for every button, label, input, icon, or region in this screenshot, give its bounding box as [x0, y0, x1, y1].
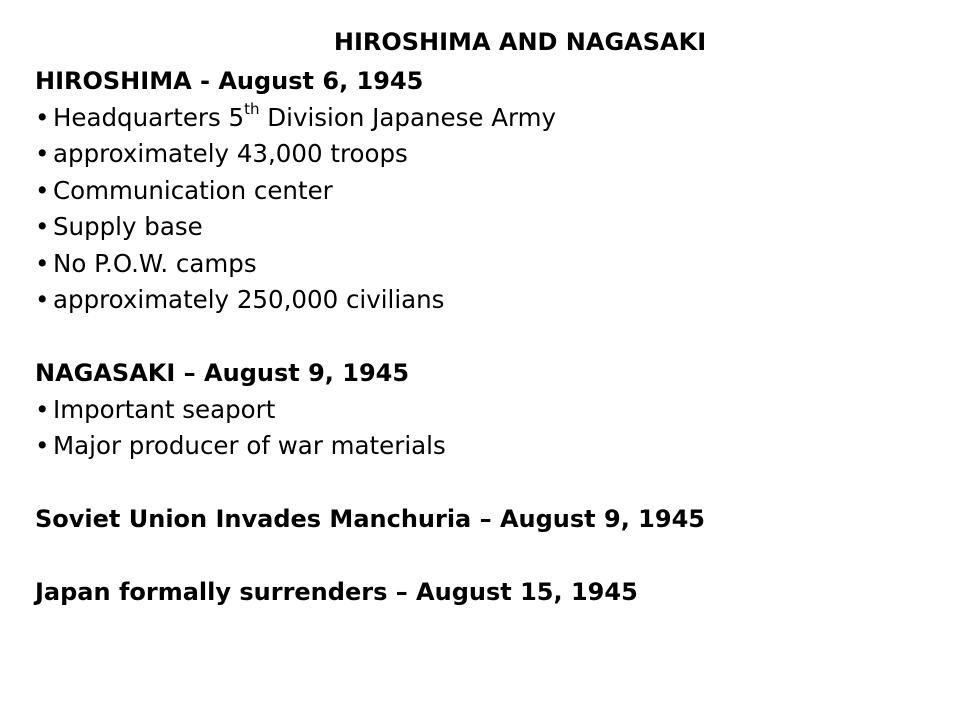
list-item — [35, 173, 935, 210]
bullet-icon: • — [35, 175, 50, 205]
list-item-text: Supply base — [53, 212, 203, 241]
bullet-icon: • — [35, 102, 50, 132]
hq-text-suffix: Division Japanese Army — [259, 102, 556, 132]
list-item — [35, 209, 935, 246]
slide-content — [35, 63, 935, 611]
list-item-text: approximately 250,000 civilians — [53, 285, 445, 314]
list-item-text: approximately 43,000 troops — [53, 139, 408, 168]
surrender-heading: Japan formally surrenders – August 15, 1945 — [35, 578, 638, 606]
hq-superscript: th — [244, 100, 260, 119]
spacer — [35, 319, 935, 356]
hiroshima-heading: HIROSHIMA - August 6, 1945 — [35, 67, 424, 95]
spacer — [35, 465, 935, 502]
list-item-text: Major producer of war materials — [53, 431, 446, 460]
nagasaki-heading: NAGASAKI – August 9, 1945 — [35, 359, 410, 387]
list-item-headquarters — [35, 100, 935, 137]
bullet-icon: • — [35, 431, 50, 460]
bullet-icon: • — [35, 248, 50, 278]
hq-text-prefix: Headquarters 5 — [53, 102, 245, 132]
list-item — [35, 136, 935, 173]
list-item-text: No P.O.W. camps — [53, 248, 257, 278]
bullet-icon: • — [35, 212, 50, 241]
soviet-heading: Soviet Union Invades Manchuria – August 9, 1945 — [35, 505, 705, 533]
list-item — [35, 246, 935, 283]
page-title: HIROSHIMA AND NAGASAKI — [333, 28, 707, 56]
bullet-icon: • — [35, 139, 50, 168]
spacer — [35, 538, 935, 575]
list-item — [35, 392, 935, 429]
bullet-icon: • — [35, 285, 50, 314]
list-item — [35, 428, 935, 465]
list-item — [35, 282, 935, 319]
list-item-text: Communication center — [53, 175, 333, 205]
bullet-icon: • — [35, 394, 50, 424]
list-item-text: Important seaport — [53, 394, 276, 424]
